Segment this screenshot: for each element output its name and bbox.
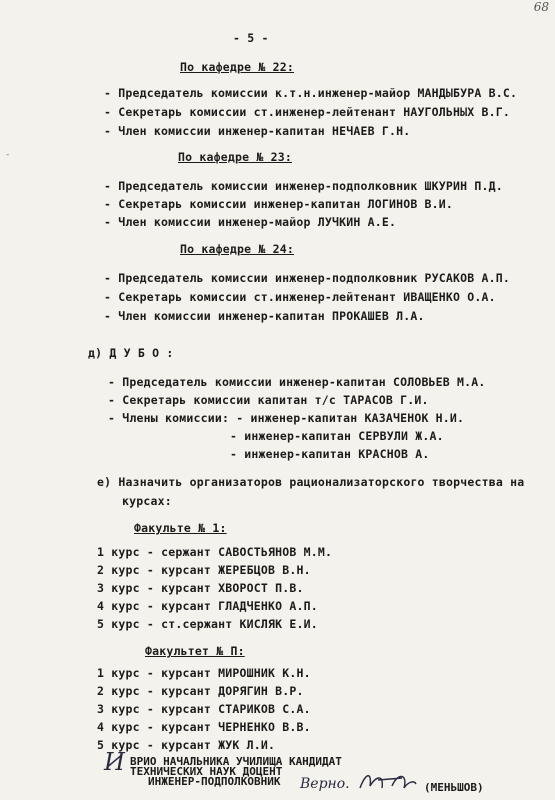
dept23-heading: По кафедре № 23: <box>178 150 292 164</box>
dept22-line: - Секретарь комиссии ст.инженер-лейтенант НАУГОЛЬНЫХ В.Г. <box>104 105 511 119</box>
faculty1-line: 2 курс - курсант ЖЕРЕБЦОВ В.Н. <box>97 563 311 577</box>
section-d-line: - инженер-капитан КРАСНОВ А. <box>230 447 430 461</box>
dept22-line: - Член комиссии инженер-капитан НЕЧАЕВ Г.Н. <box>104 124 411 138</box>
signature-title-line: ВРИО НАЧАЛЬНИКА УЧИЛИЩА КАНДИДАТ <box>130 755 342 768</box>
section-d-title: д) Д У Б О : <box>88 346 174 360</box>
archive-page-number: 68 <box>533 0 549 14</box>
faculty1-line: 4 курс - курсант ГЛАДЧЕНКО А.П. <box>97 599 318 613</box>
handwritten-prefix: И <box>104 748 125 776</box>
dept24-line: - Председатель комиссии инженер-подполковник РУСАКОВ А.П. <box>104 271 511 285</box>
page-number: - 5 - <box>233 31 269 45</box>
faculty2-line: 5 курс - курсант ЖУК Л.И. <box>97 738 276 752</box>
section-d-line: - инженер-капитан СЕРВУЛИ Ж.А. <box>230 429 444 443</box>
faculty1-heading: Факульте № 1: <box>134 521 227 535</box>
faculty2-line: 1 курс - курсант МИРОШНИК К.Н. <box>97 666 311 680</box>
dept22-line: - Председатель комиссии к.т.н.инженер-майор МАНДЫБУРА В.С. <box>104 86 518 100</box>
faculty2-line: 4 курс - курсант ЧЕРНЕНКО В.В. <box>97 720 311 734</box>
section-e-line: е) Назначить организаторов рационализаторского творчества на <box>97 475 525 489</box>
faculty2-line: 3 курс - курсант СТАРИКОВ С.А. <box>97 702 311 716</box>
dept24-heading: По кафедре № 24: <box>180 242 294 256</box>
faculty1-line: 1 курс - сержант САВОСТЬЯНОВ М.М. <box>97 545 333 559</box>
signature-title-line: ИНЖЕНЕР-ПОДПОЛКОВНИК <box>148 775 281 788</box>
margin-mark: - <box>5 150 11 160</box>
faculty1-line: 3 курс - курсант ХВОРОСТ П.В. <box>97 581 304 595</box>
section-e-line: курсах: <box>122 494 172 508</box>
dept23-line: - Секретарь комиссии инженер-капитан ЛОГИНОВ В.И. <box>104 197 454 211</box>
section-d-line: - Секретарь комиссии капитан т/с ТАРАСОВ Г.И. <box>108 393 429 407</box>
section-d-line: - Председатель комиссии инженер-капитан СОЛОВЬЕВ М.А. <box>108 375 486 389</box>
dept23-line: - Председатель комиссии инженер-подполковник ШКУРИН П.Д. <box>104 179 503 193</box>
dept24-line: - Член комиссии инженер-капитан ПРОКАШЕВ Л.А. <box>104 309 425 323</box>
faculty1-line: 5 курс - ст.сержант КИСЛЯК Е.И. <box>97 617 318 631</box>
dept24-line: - Секретарь комиссии ст.инженер-лейтенант ИВАЩЕНКО О.А. <box>104 290 496 304</box>
handwritten-signature <box>356 768 418 794</box>
signatory-name: (МЕНЬШОВ) <box>424 781 484 794</box>
section-d-line: - Члены комиссии: - инженер-капитан КАЗАЧЕНОК Н.И. <box>108 411 465 425</box>
faculty2-heading: Факультет № П: <box>145 644 245 658</box>
handwritten-verno: Верно. <box>300 776 350 792</box>
dept23-line: - Член комиссии инженер-майор ЛУЧКИН А.Е. <box>104 215 397 229</box>
signature-title-line: ТЕХНИЧЕСКИХ НАУК ДОЦЕНТ <box>130 765 283 778</box>
dept22-heading: По кафедре № 22: <box>180 60 294 74</box>
faculty2-line: 2 курс - курсант ДОРЯГИН В.Р. <box>97 684 304 698</box>
